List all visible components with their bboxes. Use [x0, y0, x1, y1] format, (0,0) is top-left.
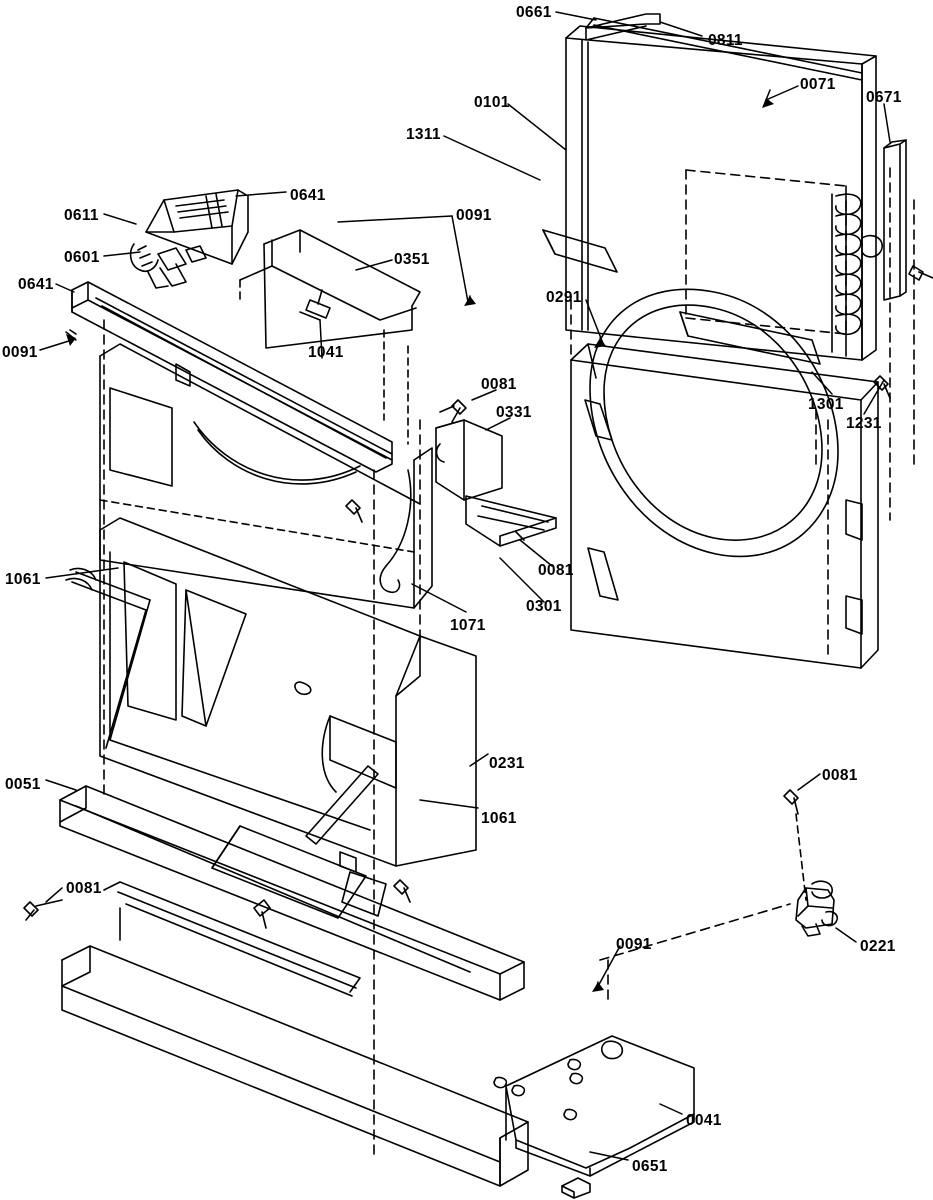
callout-0041: 0041 [686, 1112, 722, 1129]
callout-0601: 0601 [64, 249, 100, 266]
callout-0071: 0071 [800, 76, 836, 93]
callout-0081-lowerleft: 0081 [66, 880, 102, 897]
bracket-plate-group [436, 400, 556, 546]
callout-0611: 0611 [64, 207, 99, 224]
callout-0101: 0101 [474, 94, 510, 111]
callout-0301: 0301 [526, 598, 562, 615]
control-assembly-group [131, 190, 248, 288]
callout-1041: 1041 [308, 344, 344, 361]
callout-0091-left: 0091 [2, 344, 38, 361]
callout-0081-right: 0081 [822, 767, 858, 784]
callout-0661: 0661 [516, 4, 552, 21]
callout-0641-top: 0641 [290, 187, 326, 204]
callout-1061-left: 1061 [5, 571, 41, 588]
callout-0671: 0671 [866, 89, 902, 106]
base-pan-group [24, 786, 694, 1198]
callout-0641-left: 0641 [18, 276, 54, 293]
callout-0231: 0231 [489, 755, 525, 772]
callout-1231: 1231 [846, 415, 882, 432]
callout-0221: 0221 [860, 938, 896, 955]
control-knob-group [600, 790, 837, 960]
front-grille-panel-group [100, 230, 432, 608]
callout-1301: 1301 [808, 396, 844, 413]
callout-1071: 1071 [450, 617, 486, 634]
callout-1061-lower: 1061 [481, 810, 517, 827]
alignment-guides [104, 320, 828, 1160]
callout-0091-top: 0091 [456, 207, 492, 224]
callout-1311: 1311 [406, 126, 441, 143]
callout-0291: 0291 [546, 289, 582, 306]
upper-front-bar-group [70, 282, 392, 522]
callout-0051: 0051 [5, 776, 41, 793]
callout-0081-mid: 0081 [538, 562, 574, 579]
callout-0811: 0811 [708, 32, 743, 49]
callout-0651: 0651 [632, 1158, 668, 1175]
callout-0091-bottom: 0091 [616, 936, 652, 953]
callout-0351: 0351 [394, 251, 430, 268]
leader-lines [40, 12, 890, 1160]
callout-0081-upper: 0081 [481, 376, 517, 393]
callout-0331: 0331 [496, 404, 532, 421]
